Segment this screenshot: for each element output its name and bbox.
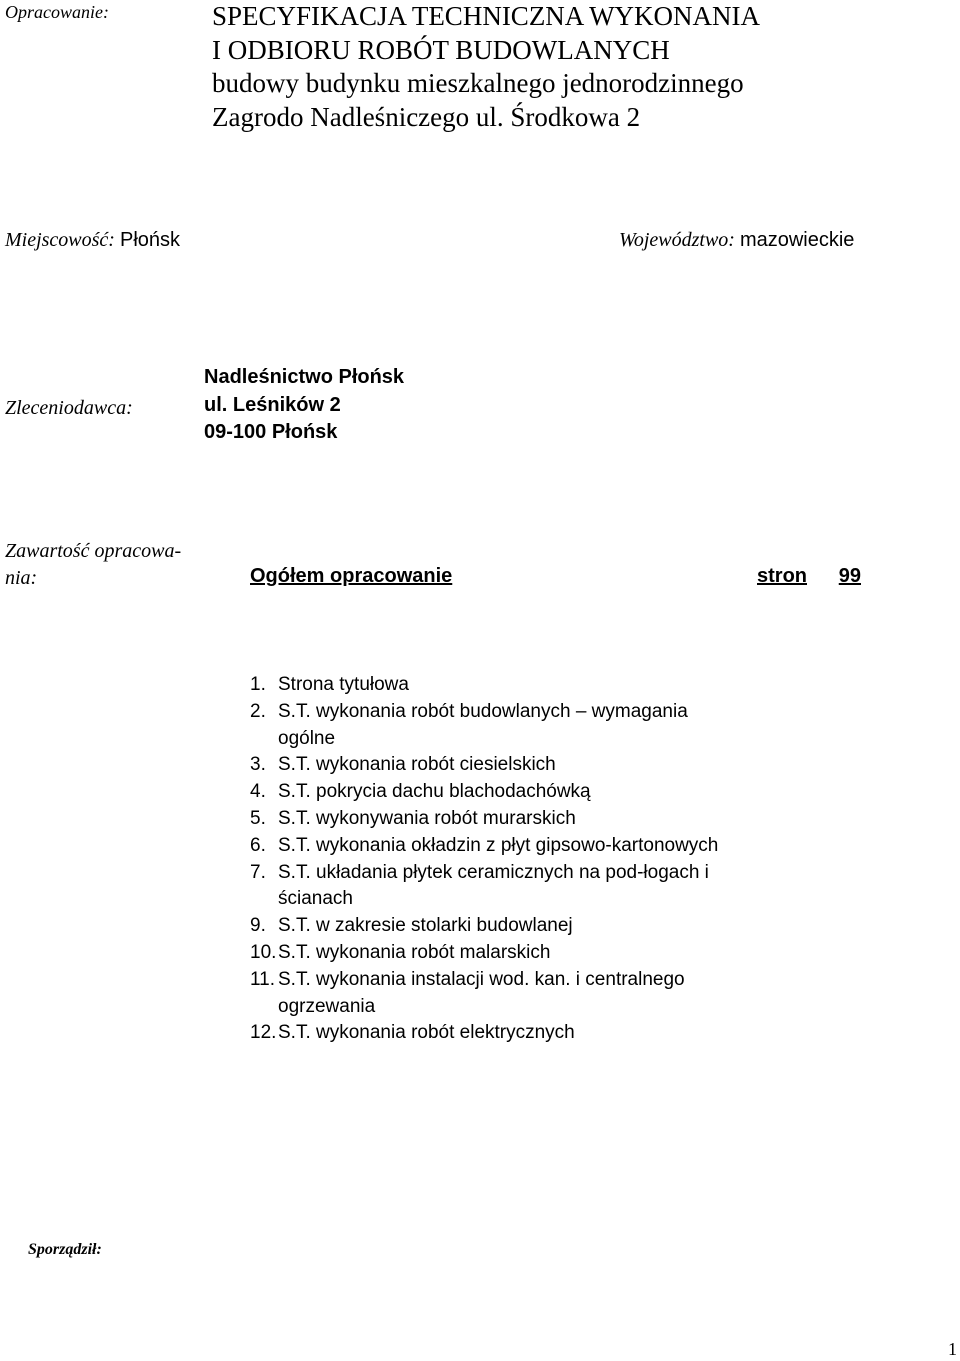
toc-item bbox=[250, 913, 748, 940]
toc-number: 9. bbox=[250, 915, 266, 937]
toc-item bbox=[250, 806, 748, 833]
toc-item bbox=[250, 779, 748, 806]
toc-item bbox=[250, 752, 748, 779]
toc-number: 6. bbox=[250, 834, 266, 856]
toc-number: 5. bbox=[250, 807, 266, 829]
title-line: budowy budynku mieszkalnego jednorodzinnego bbox=[212, 68, 744, 98]
pages-count: 99 bbox=[838, 565, 861, 587]
toc-text: S.T. wykonania okładzin z płyt gipsowo-kartonowych bbox=[278, 834, 719, 856]
voivodeship-value: mazowieckie bbox=[739, 229, 855, 251]
prepared-by-label: Sporządził: bbox=[28, 1241, 102, 1258]
toc-text: S.T. wykonywania robót murarskich bbox=[278, 807, 576, 829]
total-label: Ogółem opracowanie bbox=[250, 565, 453, 587]
voivodeship-label: Województwo: bbox=[619, 229, 735, 251]
toc-text: S.T. wykonania robót malarskich bbox=[278, 941, 551, 963]
client-label: Zleceniodawca: bbox=[5, 397, 133, 419]
toc-text: S.T. wykonania robót ciesielskich bbox=[278, 754, 556, 776]
toc-number: 7. bbox=[250, 861, 266, 883]
toc-text: S.T. wykonania instalacji wod. kan. i centralnego ogrzewania bbox=[278, 968, 685, 1017]
title-line: SPECYFIKACJA TECHNICZNA WYKONANIA bbox=[212, 1, 761, 31]
client-name: Nadleśnictwo Płońsk bbox=[204, 366, 405, 388]
document-title bbox=[212, 0, 760, 134]
locality-value: Płońsk bbox=[119, 229, 181, 251]
pages-count-row bbox=[757, 565, 861, 588]
toc-number: 12. bbox=[250, 1022, 277, 1044]
locality-label: Miejscowość: bbox=[5, 229, 115, 251]
toc-number: 10. bbox=[250, 941, 277, 963]
toc-text: S.T. pokrycia dachu blachodachówką bbox=[278, 781, 591, 803]
toc-item bbox=[250, 940, 748, 967]
toc-text: Strona tytułowa bbox=[278, 674, 409, 695]
locality-row bbox=[5, 229, 180, 252]
toc-text: S.T. układania płytek ceramicznych na pod-łogach i ścianach bbox=[278, 861, 709, 910]
toc-item bbox=[250, 699, 748, 753]
contents-label-line: nia: bbox=[5, 567, 38, 589]
client-street: ul. Leśników 2 bbox=[204, 393, 341, 416]
toc-text: S.T. wykonania robót budowlanych – wymagania ogólne bbox=[278, 700, 688, 749]
voivodeship-row bbox=[619, 229, 854, 252]
toc-item bbox=[250, 967, 748, 1021]
toc-number: 1. bbox=[250, 674, 266, 695]
pages-label: stron bbox=[757, 565, 807, 587]
page-number: 1 bbox=[948, 1339, 957, 1359]
toc-text: S.T. w zakresie stolarki budowlanej bbox=[278, 915, 573, 937]
toc-item bbox=[250, 672, 748, 699]
client-city: 09-100 Płońsk bbox=[204, 421, 338, 443]
contents-label-line: Zawartość opracowa- bbox=[5, 540, 182, 562]
title-line: I ODBIORU ROBÓT BUDOWLANYCH bbox=[212, 34, 670, 65]
toc-number: 3. bbox=[250, 754, 266, 776]
prepared-label: Opracowanie: bbox=[5, 2, 109, 22]
toc-item bbox=[250, 833, 748, 860]
table-of-contents bbox=[250, 672, 748, 1047]
toc-item bbox=[250, 860, 748, 914]
title-line: Zagrodo Nadleśniczego ul. Środkowa 2 bbox=[212, 101, 641, 132]
toc-number: 2. bbox=[250, 700, 266, 722]
toc-number: 4. bbox=[250, 781, 266, 803]
toc-item bbox=[250, 1020, 748, 1047]
toc-text: S.T. wykonania robót elektrycznych bbox=[278, 1022, 575, 1044]
toc-number: 11. bbox=[250, 968, 276, 990]
contents-label bbox=[5, 538, 181, 592]
client-address bbox=[204, 364, 404, 447]
